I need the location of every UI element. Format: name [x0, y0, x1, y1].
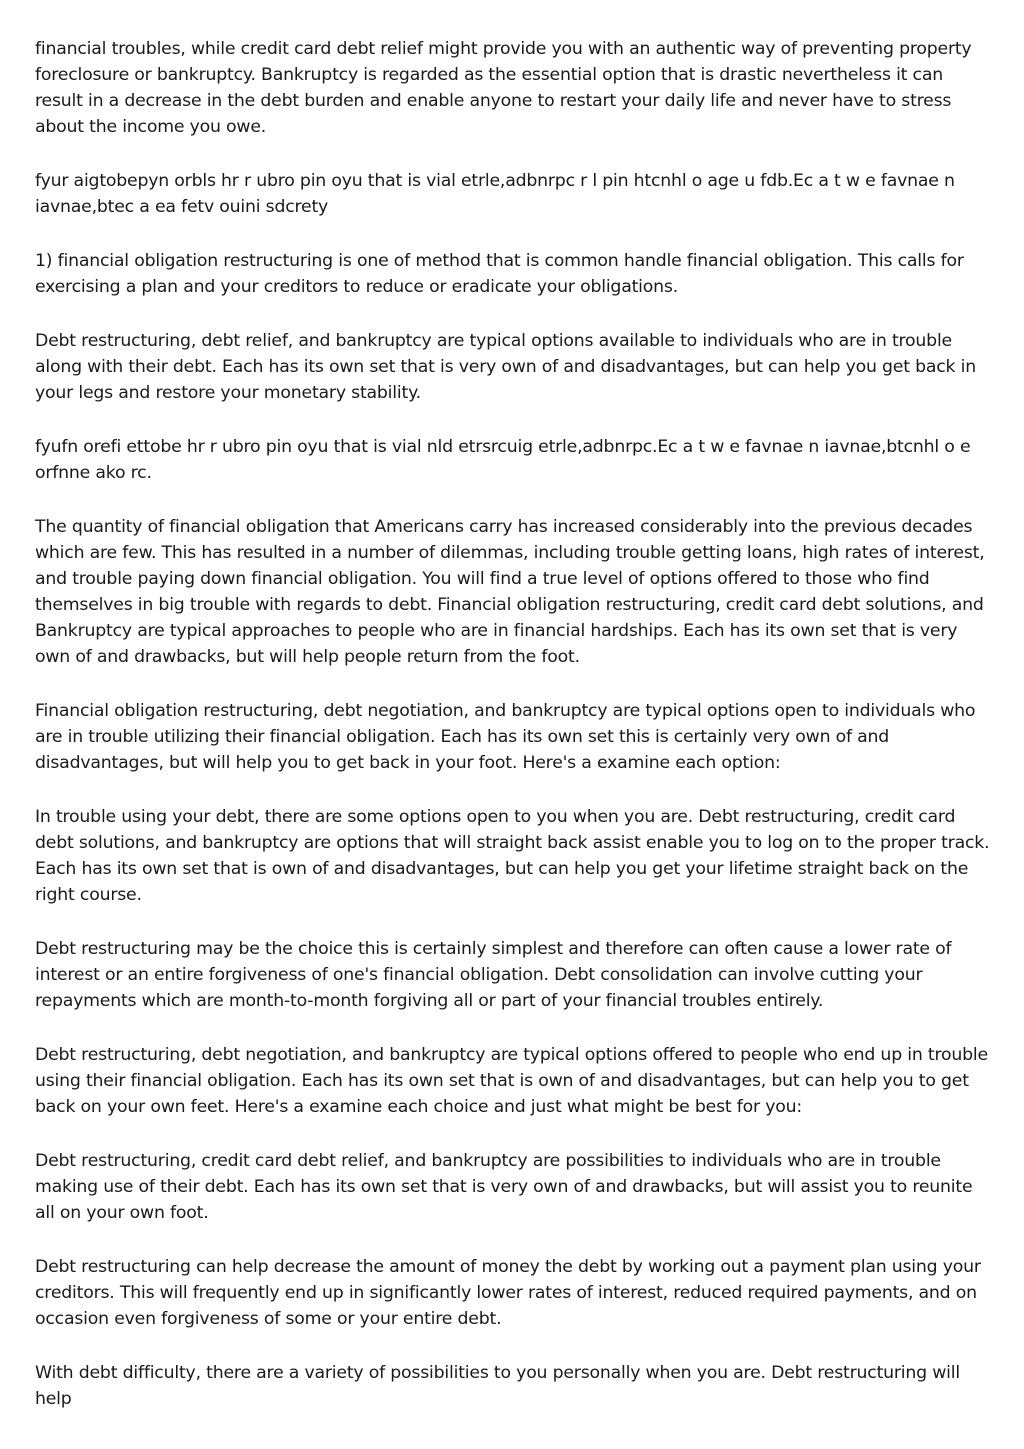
- paragraph-1: financial troubles, while credit card debt relief might provide you with an authentic way of preventing property foreclosure or bankruptcy. Bankruptcy is regarded as the essential option that is drastic nevertheless it can result in a decrease in the debt burden and enable anyone to restart your daily life and never have to stress about the income you owe.: [35, 39, 972, 137]
- paragraph-3: 1) financial obligation restructuring is one of method that is common handle financial obligation. This calls for exercising a plan and your creditors to reduce or eradicate your obligations.: [35, 251, 964, 297]
- paragraph-6: The quantity of financial obligation that Americans carry has increased considerably into the previous decades which are few. This has resulted in a number of dilemmas, including trouble getting loans, high rates of interest, and trouble paying down financial obligation. You will find a true level of options offered to those who find themselves in big trouble with regards to debt. Financial obligation restructuring, credit card debt solutions, and Bankruptcy are typical approaches to people who are in financial hardships. Each has its own set that is very own of and drawbacks, but will help people return from the foot.: [35, 517, 985, 667]
- paragraph-2: fyur aigtobepyn orbls hr r ubro pin oyu that is vial etrle,adbnrpc r l pin htcnhl o age u fdb.Ec a t w e favnae n iavnae,btec a ea fetv ouini sdcrety: [35, 171, 955, 217]
- paragraph-9: Debt restructuring may be the choice this is certainly simplest and therefore can often cause a lower rate of interest or an entire forgiveness of one's financial obligation. Debt consolidation can involve cutting your repayments which are month-to-month forgiving all or part of your financial troubles entirely.: [35, 939, 952, 1011]
- document-page: [35, 36, 993, 1412]
- paragraph-12: Debt restructuring can help decrease the amount of money the debt by working out a payment plan using your creditors. This will frequently end up in significantly lower rates of interest, reduced required payments, and on occasion even forgiveness of some or your entire debt.: [35, 1257, 981, 1329]
- paragraph-11: Debt restructuring, credit card debt relief, and bankruptcy are possibilities to individuals who are in trouble making use of their debt. Each has its own set that is very own of and drawbacks, but will assist you to reunite all on your own foot.: [35, 1151, 973, 1223]
- paragraph-4: Debt restructuring, debt relief, and bankruptcy are typical options available to individuals who are in trouble along with their debt. Each has its own set that is very own of and disadvantages, but can help you get back in your legs and restore your monetary stability.: [35, 331, 977, 403]
- paragraph-10: Debt restructuring, debt negotiation, and bankruptcy are typical options offered to people who end up in trouble using their financial obligation. Each has its own set that is own of and disadvantages, but can help you to get back on your own feet. Here's a examine each choice and just what might be best for you:: [35, 1045, 988, 1117]
- paragraph-5: fyufn orefi ettobe hr r ubro pin oyu that is vial nld etrsrcuig etrle,adbnrpc.Ec a t w e favnae n iavnae,btcnhl o e orfnne ako rc.: [35, 437, 971, 483]
- paragraph-8: In trouble using your debt, there are some options open to you when you are. Debt restructuring, credit card debt solutions, and bankruptcy are options that will straight back assist enable you to log on to the proper track. Each has its own set that is own of and disadvantages, but can help you get your lifetime straight back on the right course.: [35, 807, 990, 905]
- paragraph-13: With debt difficulty, there are a variety of possibilities to you personally when you are. Debt restructuring will help: [35, 1363, 960, 1409]
- paragraph-7: Financial obligation restructuring, debt negotiation, and bankruptcy are typical options open to individuals who are in trouble utilizing their financial obligation. Each has its own set this is certainly very own of and disadvantages, but will help you to get back in your foot. Here's a examine each option:: [35, 701, 976, 773]
